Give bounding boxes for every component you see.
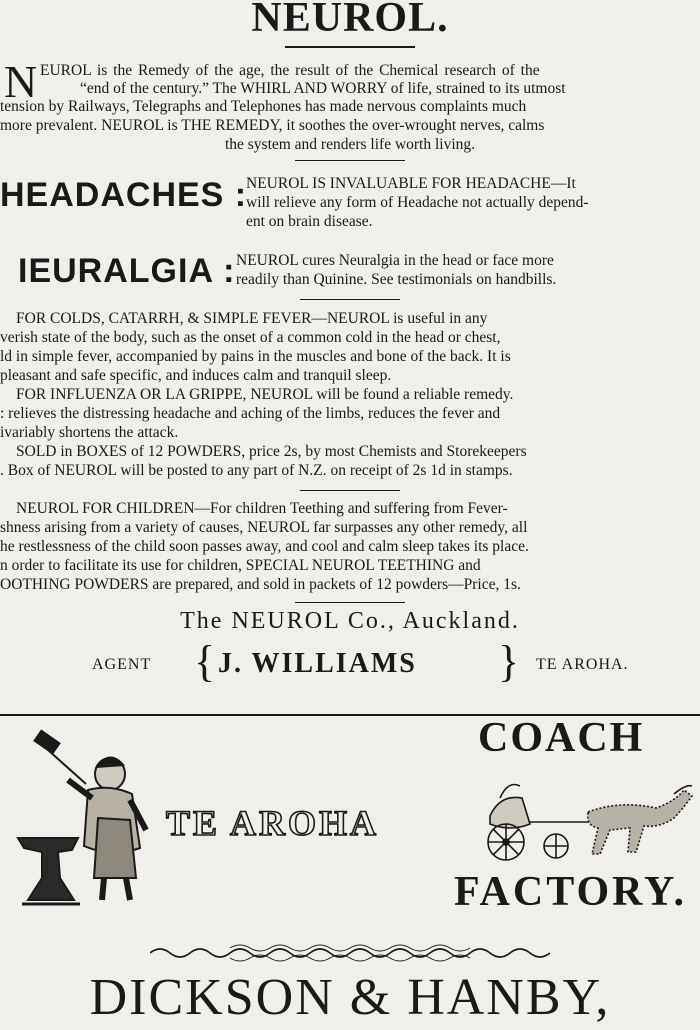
colds-line: ld in simple fever, accompanied by pains in the muscles and bone of the back. It is	[0, 348, 511, 365]
drop-cap: N	[4, 56, 38, 107]
section-rule	[295, 160, 405, 161]
intro-line: “end of the century.” The WHIRL AND WORRY of life, strained to its utmost	[80, 80, 566, 97]
colds-line: FOR INFLUENZA OR LA GRIPPE, NEUROL will be found a reliable remedy.	[16, 386, 514, 403]
children-line: he restlessness of the child soon passes away, and cool and calm sleep takes its place.	[0, 538, 529, 555]
children-line: n order to facilitate its use for children, SPECIAL NEUROL TEETHING and	[0, 557, 481, 574]
children-line: NEUROL FOR CHILDREN—For children Teething and suffering from Fever-	[16, 500, 508, 517]
headaches-heading: HEADACHES :	[0, 176, 248, 214]
horse-carriage-illustration	[460, 772, 696, 872]
blacksmith-illustration	[8, 728, 168, 908]
headaches-line: NEUROL IS INVALUABLE FOR HEADACHE—It	[246, 175, 576, 192]
intro-line: the system and renders life worth living.	[224, 136, 476, 153]
headaches-line: will relieve any form of Headache not actually depend-	[246, 194, 589, 211]
agent-name: J. WILLIAMS	[218, 648, 417, 679]
intro-line: more prevalent. NEUROL is THE REMEDY, it soothes the over-wrought nerves, calms	[0, 117, 545, 134]
children-line: OOTHING POWDERS are prepared, and sold in packets of 12 powders—Price, 1s.	[0, 576, 521, 593]
section-rule	[300, 490, 400, 491]
colds-line: verish state of the body, such as the onset of a common cold in the head or chest,	[0, 329, 501, 346]
colds-line: SOLD in BOXES of 12 POWDERS, price 2s, by most Chemists and Storekeepers	[16, 443, 527, 460]
te-aroha-heading: TE AROHA	[166, 803, 380, 843]
children-line: shness arising from a variety of causes, NEUROL far surpasses any other remedy, all	[0, 519, 528, 536]
ad-title: NEUROL.	[251, 0, 449, 41]
colds-line: ivariably shortens the attack.	[0, 424, 179, 441]
agent-town: TE AROHA.	[536, 656, 629, 673]
neuralgia-heading: IEURALGIA :	[18, 252, 236, 290]
colds-line: . Box of NEUROL will be posted to any part of N.Z. on receipt of 2s 1d in stamps.	[0, 462, 513, 479]
colds-line: : relieves the distressing headache and aching of the limbs, reduces the fever and	[0, 405, 501, 422]
left-brace: {	[194, 637, 216, 686]
section-rule	[300, 299, 400, 300]
colds-line: pleasant and safe specific, and induces calm and tranquil sleep.	[0, 367, 392, 384]
company-name: The NEUROL Co., Auckland.	[180, 608, 520, 634]
colds-line: FOR COLDS, CATARRH, & SIMPLE FEVER—NEUROL is useful in any	[16, 310, 488, 327]
headaches-line: ent on brain disease.	[246, 213, 373, 230]
neuralgia-line: NEUROL cures Neuralgia in the head or face more	[236, 252, 554, 269]
title-rule	[285, 46, 415, 48]
agent-label: AGENT	[92, 656, 152, 673]
neuralgia-line: readily than Quinine. See testimonials on handbills.	[236, 271, 557, 288]
section-rule	[295, 602, 405, 603]
ornamental-divider	[150, 940, 550, 966]
factory-heading: FACTORY.	[454, 869, 687, 915]
intro-line: EUROL is the Remedy of the age, the result of the Chemical research of the	[40, 62, 540, 79]
proprietors-name: DICKSON & HANBY,	[89, 969, 611, 1026]
coach-heading: COACH	[478, 715, 645, 761]
right-brace: }	[498, 637, 520, 686]
intro-line: tension by Railways, Telegraphs and Telephones has made nervous complaints much	[0, 98, 527, 115]
